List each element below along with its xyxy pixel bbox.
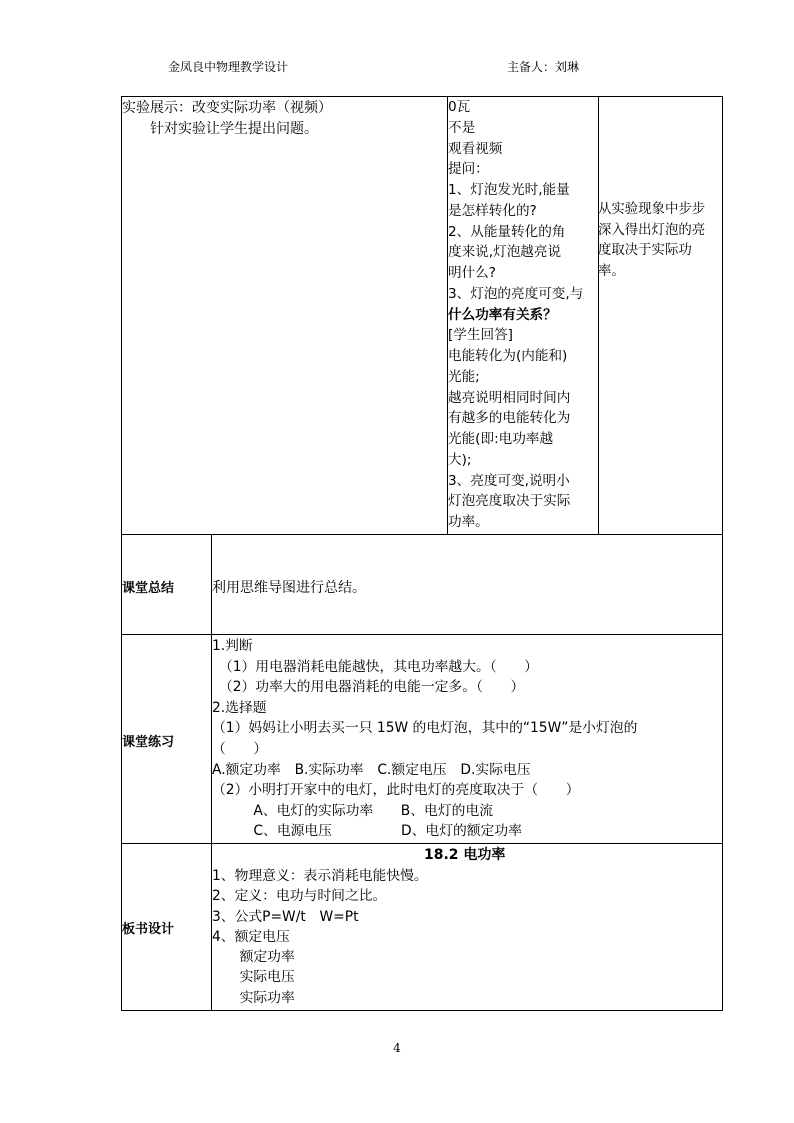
row1-middle-line: 什么功率有关系？ bbox=[448, 306, 557, 323]
board-line: 4、额定电压 bbox=[212, 928, 290, 945]
practice-line: 2.选择题 bbox=[212, 699, 267, 716]
board-title: 18.2 电功率 bbox=[424, 847, 506, 863]
practice-line: 1.判断 bbox=[212, 638, 253, 654]
practice-label: 课堂练习 bbox=[122, 735, 175, 750]
practice-line: （1）妈妈让小明去买一只 15W 的电灯泡，其中的“15W”是小灯泡的 bbox=[212, 720, 638, 737]
row1-middle-line: 0瓦 bbox=[448, 99, 471, 115]
board-line: 实际电压 bbox=[212, 969, 295, 986]
practice-line: （2）小明打开家中的电灯，此时电灯的亮度取决于（ ） bbox=[212, 782, 580, 799]
row1-middle-line: 度来说,灯泡越亮说 bbox=[448, 244, 562, 261]
board-line: 额定功率 bbox=[212, 949, 295, 966]
row1-middle-line: 越亮说明相同时间内 bbox=[448, 389, 571, 406]
row1-middle-line: 1、灯泡发光时,能量 bbox=[448, 182, 570, 198]
row1-right-cell bbox=[598, 200, 722, 282]
row1-middle-line: 功率。 bbox=[448, 514, 489, 530]
row1-middle-line: 3、灯泡的亮度可变,与 bbox=[448, 285, 584, 302]
practice-line: C、电源电压 D、电灯的额定功率 bbox=[212, 823, 522, 840]
header-left: 金凤良中物理教学设计 bbox=[168, 60, 289, 74]
row1-right-line: 从实验现象中步步 bbox=[598, 202, 706, 217]
row1-right-line: 率。 bbox=[598, 263, 625, 279]
row1-middle-line: 3、亮度可变,说明小 bbox=[448, 472, 570, 489]
practice-cell bbox=[212, 636, 637, 842]
practice-line: （ ） bbox=[212, 740, 268, 757]
row1-middle-line: 明什么? bbox=[448, 265, 496, 281]
row1-middle-line: 不是 bbox=[448, 119, 476, 136]
board-line: 2、定义：电功与时间之比。 bbox=[212, 888, 387, 905]
summary-label: 课堂总结 bbox=[122, 581, 175, 596]
row1-middle-line: [学生回答] bbox=[448, 327, 513, 344]
row1-middle-cell bbox=[448, 97, 598, 533]
row1-middle-line: 是怎样转化的? bbox=[448, 202, 537, 219]
row1-middle-line: 提问： bbox=[448, 161, 489, 178]
row1-right-line: 度取决于实际功 bbox=[598, 243, 692, 258]
board-line: 1、物理意义：表示消耗电能快慢。 bbox=[212, 868, 428, 884]
practice-line: （2）功率大的用电器消耗的电能一定多。（ ） bbox=[212, 679, 525, 696]
board-label: 板书设计 bbox=[122, 922, 175, 937]
practice-line: A.额定功率 B.实际功率 C.额定电压 D.实际电压 bbox=[212, 761, 531, 778]
summary-text: 利用思维导图进行总结。 bbox=[212, 580, 366, 596]
row1-left-cell bbox=[122, 98, 332, 139]
row1-middle-line: 光能(即:电功率越 bbox=[448, 431, 554, 447]
board-line: 3、公式P=W/t W=Pt bbox=[212, 908, 359, 925]
row1-middle-line: 电能转化为(内能和) bbox=[448, 348, 568, 364]
row1-middle-line: 大); bbox=[448, 451, 472, 468]
row1-middle-line: 光能; bbox=[448, 368, 480, 385]
practice-line: A、电灯的实际功率 B、电灯的电流 bbox=[212, 802, 494, 819]
practice-line: （1）用电器消耗电能越快，其电功率越大。（ ） bbox=[212, 658, 539, 675]
row1-middle-line: 灯泡亮度取决于实际 bbox=[448, 493, 571, 510]
row1-left-line: 实验展示：改变实际功率（视频） bbox=[122, 100, 332, 116]
row1-middle-line: 观看视频 bbox=[448, 140, 503, 157]
board-line: 实际功率 bbox=[212, 989, 295, 1006]
row1-middle-line: 有越多的电能转化为 bbox=[448, 410, 571, 427]
row1-left-line: 针对实验让学生提出问题。 bbox=[122, 120, 318, 137]
board-cell bbox=[212, 866, 428, 1008]
row1-middle-line: 2、从能量转化的角 bbox=[448, 223, 566, 240]
header-right: 主备人：刘琳 bbox=[507, 60, 580, 74]
page-number: 4 bbox=[393, 1041, 401, 1055]
row1-right-line: 深入得出灯泡的亮 bbox=[598, 222, 706, 238]
